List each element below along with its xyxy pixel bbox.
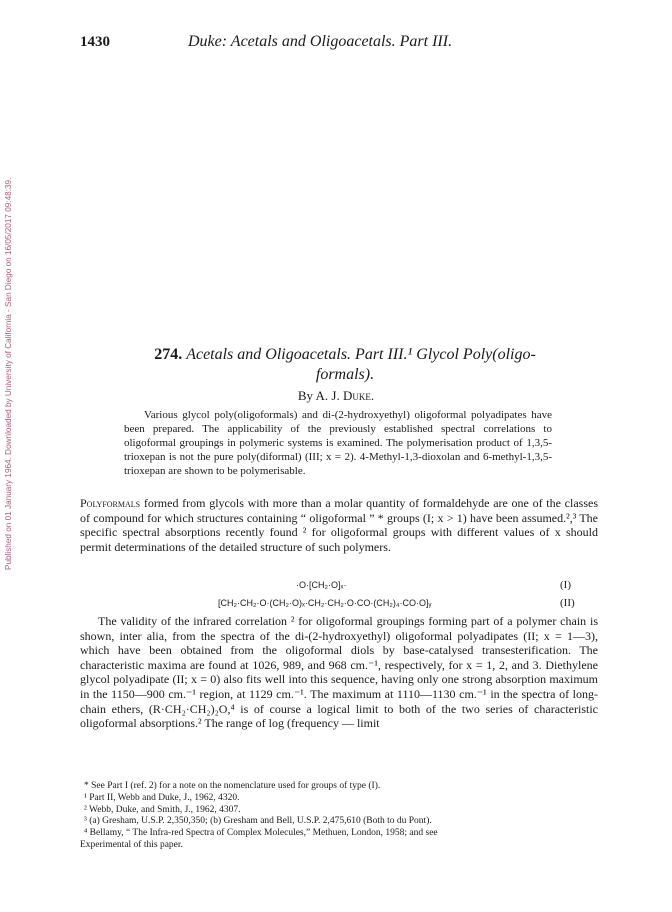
footnotes <box>80 781 598 852</box>
article-number: 274. <box>154 346 183 363</box>
paragraph-intro-text: formed from glycols with more than a molar quantity of formaldehyde are one of the classes of compound for which structures containing “ oligoformal ” * groups (I; x > 1) have been assumed.²,³ The specific spectral absorptions recently found ² for oligoformal groups with different values of x should permit determinations of the detailed structure of such polymers. <box>80 496 598 554</box>
footnote: ¹ Part II, Webb and Duke, J., 1962, 4320. <box>84 792 240 803</box>
formula-ii-label: (II) <box>560 597 575 609</box>
footnote: * See Part I (ref. 2) for a note on the nomenclature used for groups of type (I). <box>84 781 381 791</box>
footnote: ³ (a) Gresham, U.S.P. 2,350,350; (b) Gresham and Bell, U.S.P. 2,475,610 (Both to du Pont). <box>84 816 432 827</box>
footnote-continuation: Experimental of this paper. <box>80 839 183 850</box>
formula-i: ·O·[CH₂·O]ₓ· <box>296 580 347 590</box>
title-line-1: Acetals and Oligoacetals. Part III.¹ Glycol Poly(oligo- <box>186 346 536 363</box>
lead-word: Polyformals <box>80 496 141 510</box>
paragraph-intro <box>80 496 598 554</box>
running-title: Duke: Acetals and Oligoacetals. Part III. <box>188 33 453 50</box>
paragraph-validity: The validity of the infrared correlation ² for oligoformal groupings forming part of a polymer chain is shown, inter alia, from the spectra of the di-(2-hydroxyethyl) oligoformal polyadipates (II; x = 1—3), which have been obtained from the oligoformal diols by base-catalysed transesterification. The characteristic maxima are found at 1026, 989, and 968 cm.⁻¹, respectively, for x = 1, 2, and 3. Diethylene glycol polyadipate (II; x = 0) also fits well into this sequence, having only one strong absorption maximum in the 1150—900 cm.⁻¹ region, at 1129 cm.⁻¹. The maximum at 1110—1130 cm.⁻¹ in the spectra of long-chain ethers, (R·CH₂·CH₂)₂O,⁴ is of course a logical limit to both of the two series of characteristic oligoformal absorptions.² The range of log (frequency — limit <box>80 614 598 731</box>
formula-i-label: (I) <box>560 579 571 591</box>
footnote: ² Webb, Duke, and Smith, J., 1962, 4307. <box>84 804 241 815</box>
abstract <box>124 408 552 478</box>
download-watermark: Published on 01 January 1964. Downloaded by University of California - San Diego on 16/05/2017 09:48:39. <box>4 177 13 570</box>
article-title <box>110 345 580 385</box>
formula-ii: [CH₂·CH₂·O·(CH₂·O)ₓ·CH₂·CH₂·O·CO·(CH₂)₄·CO·O]ᵧ <box>218 598 432 608</box>
byline-prefix: By A. J. <box>297 388 340 403</box>
footnote: ⁴ Bellamy, “ The Infra-red Spectra of Complex Molecules,” Methuen, London, 1958; and see <box>84 828 438 839</box>
title-line-2: formals). <box>315 366 375 383</box>
abstract-text: Various glycol poly(oligoformals) and di-(2-hydroxyethyl) oligoformal polyadipates have been prepared. The applicability of the previously established spectral correlations to oligoformal groupings in polymeric systems is examined. The polymerisation product of 1,3,5-trioxepan is not the pure poly(diformal) (III; x = 2). 4-Methyl-1,3-dioxolan and 6-methyl-1,3,5-trioxepan are shown to be polymerisable. <box>124 409 552 477</box>
page-number: 1430 <box>80 34 110 50</box>
author-name: Duke. <box>343 388 375 403</box>
byline <box>0 388 672 404</box>
